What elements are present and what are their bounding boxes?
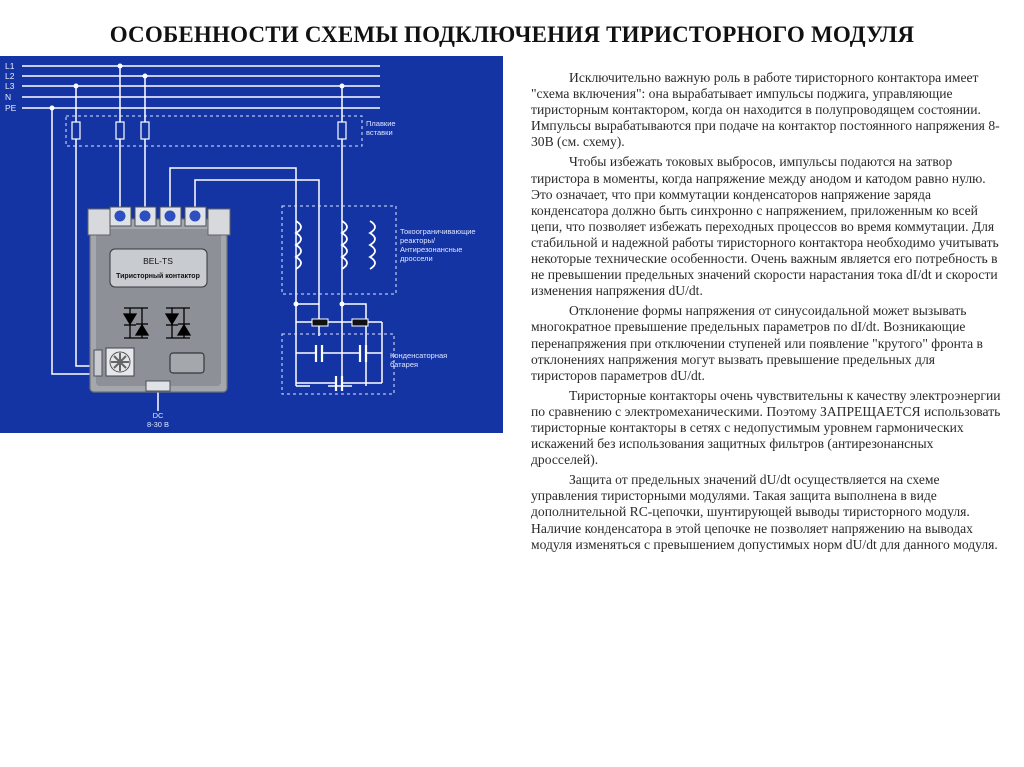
device-name: Тиристорный контактор: [116, 273, 200, 280]
bus-label-pe: PE: [5, 103, 17, 113]
paragraph-1: Исключительно важную роль в работе тиристорного контактора имеет "схема включения": она вырабатывает импульсы поджига, управляющие тиристорным контактором, когда он находится в полупроводящем состоянии. Импульсы вырабатываются при подаче на контактор постоянного напряжения 8-30В (см. схему).: [531, 70, 1000, 150]
svg-text:вставки: вставки: [366, 128, 393, 137]
fuse-1: [72, 122, 80, 139]
fuse-box: [66, 116, 362, 146]
bus-label-l2: L2: [5, 71, 15, 81]
reactor-coil-3: [370, 221, 375, 269]
fuses: [72, 122, 346, 139]
svg-text:батарея: батарея: [390, 360, 419, 369]
reactors-box: [282, 206, 396, 294]
fuse-4: [338, 122, 346, 139]
page-title: ОСОБЕННОСТИ СХЕМЫ ПОДКЛЮЧЕНИЯ ТИРИСТОРНОГО МОДУЛЯ: [109, 22, 915, 47]
fuses-label: [366, 119, 396, 137]
paragraph-3: Отклонение формы напряжения от синусоидальной может вызывать многократное превышение предельных параметров по dI/dt. Возникающие перенапряжения при отключении ступеней или появление "крутого" фронта в отклонениях напряжения могут вызвать превышение предельных для тиристоров параметров dU/dt.: [531, 303, 983, 383]
reactors-label: [400, 227, 476, 263]
svg-text:Плавкие: Плавкие: [366, 119, 396, 128]
dc-label-group: [147, 411, 169, 429]
side-connector: [94, 350, 102, 376]
wiring-diagram-svg: [0, 56, 503, 433]
thyristor-contactor: [88, 207, 230, 392]
svg-text:дроссели: дроссели: [400, 254, 433, 263]
device-brand: BEL-TS: [143, 256, 173, 266]
wiring-diagram: [0, 56, 503, 433]
terminal-left: [88, 209, 110, 235]
bus-labels: [5, 61, 17, 113]
dc-connector: [146, 381, 170, 391]
bus-label-l1: L1: [5, 61, 15, 71]
svg-text:Токоограничивающие: Токоограничивающие: [400, 227, 476, 236]
resistor-2: [352, 319, 368, 326]
capacitor-label: [390, 351, 447, 369]
capacitor-wires: [296, 322, 382, 383]
resistor-1: [312, 319, 328, 326]
reactor-coils: [296, 221, 375, 269]
dc-voltage: 8-30 В: [146, 420, 170, 429]
terminal-right: [208, 209, 230, 235]
svg-text:Антирезонансные: Антирезонансные: [400, 245, 463, 254]
capacitors: [316, 345, 366, 391]
device-label-panel: [110, 249, 207, 287]
fuse-3: [141, 122, 149, 139]
fuse-2: [116, 122, 124, 139]
paragraph-4: Тиристорные контакторы очень чувствительны к качеству электроэнергии по сравнению с электромеханическими. Поэтому ЗАПРЕЩАЕТСЯ использовать тиристорные контакторы в сетях с недопустимым уровнем гармонических искажений без использования защитных фильтров (антирезонансных дросселей).: [531, 387, 1001, 468]
svg-text:Конденсаторная: Конденсаторная: [390, 351, 448, 360]
dc-label: DC: [152, 411, 164, 420]
paragraph-5: Защита от предельных значений dU/dt осуществляется на схеме управления тиристорными модулями. Такая защита выполнена в виде дополнительной RC-цепочки, шунтирующей выводы тиристорного модуля. Наличие конденсатора в этой цепочке не позволяет напряжению на выводах модуля изменяться с превышением допустимых норм dU/dt для данного модуля.: [531, 472, 998, 552]
status-indicator: [170, 353, 204, 373]
bus-label-l3: L3: [5, 81, 15, 91]
paragraph-2: Чтобы избежать токовых выбросов, импульсы подаются на затвор тиристора в моменты, когда напряжение между анодом и катодом равно нулю. Это означает, что при коммутации конденсаторов напряжение заряда конденсатора должно быть синхронно с напряжением, приложенным ко всей цепи, что позволяет избежать переходных процессов во время коммутации. Для стабильной и надежной работы тиристорного контактора необходимо учитывать некоторые технические особенности. Очень важным является его потребность в не превышении предельных значений скорости нарастания тока dI/dt и скорости изменения напряжения dU/dt.: [531, 154, 999, 299]
bus-label-n: N: [5, 92, 12, 102]
capacitor-box: [282, 334, 394, 394]
svg-text:реакторы/: реакторы/: [400, 236, 436, 245]
text-column: [531, 70, 1001, 557]
